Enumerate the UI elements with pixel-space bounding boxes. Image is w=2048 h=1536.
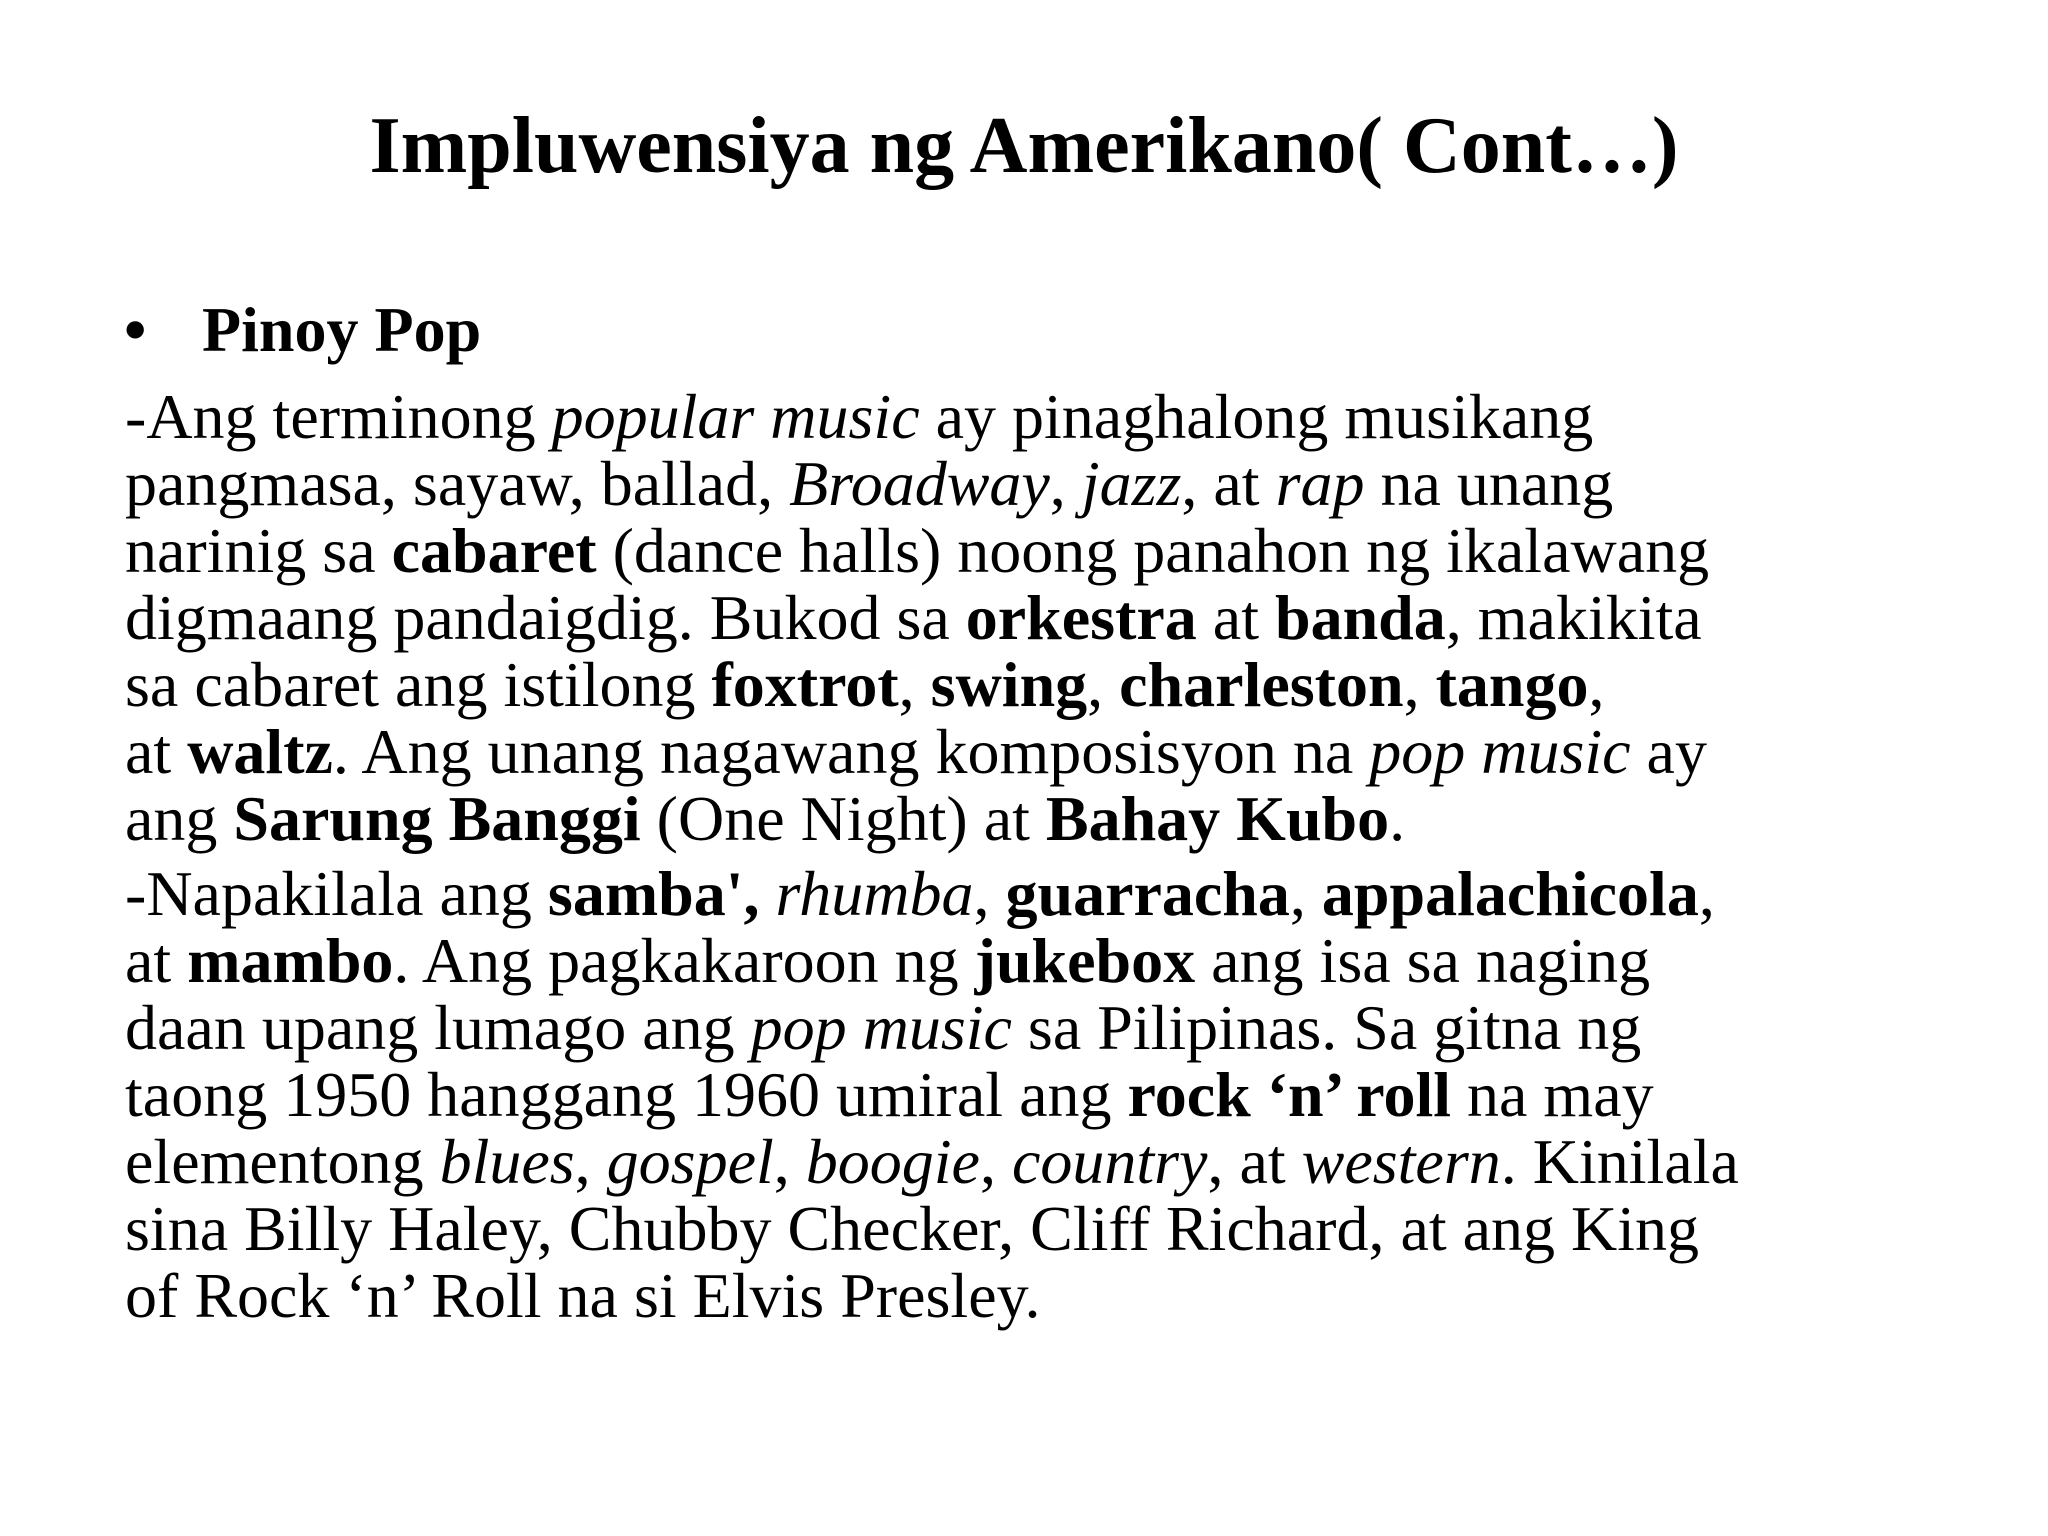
paragraph-line: [125, 515, 2048, 586]
text-run: narinig sa: [125, 515, 392, 586]
text-run: . Ang unang nagawang komposisyon na: [332, 716, 1370, 787]
bold-term: charleston: [1119, 649, 1404, 720]
text-run: at: [125, 925, 188, 996]
text-run: .: [1389, 783, 1406, 854]
text-run: at: [1196, 582, 1275, 653]
paragraph-line: [125, 783, 2048, 854]
text-run: na unang: [1364, 448, 1614, 519]
text-run: pangmasa, sayaw, ballad,: [125, 448, 790, 519]
paragraph-line: [125, 649, 2048, 720]
paragraph-line: [125, 582, 2048, 653]
text-run: taong 1950 hanggang 1960 umiral ang: [125, 1059, 1128, 1130]
paragraph-line: [125, 858, 2048, 929]
italic-term: boogie: [805, 1126, 980, 1197]
text-run: , makikita: [1445, 582, 1702, 653]
paragraph-line: [125, 1260, 2048, 1331]
bullet-heading: Pinoy Pop: [202, 294, 482, 365]
bold-term: waltz: [187, 716, 333, 787]
text-run: ,: [979, 1126, 1012, 1197]
italic-term: pop music: [750, 992, 1012, 1063]
text-run: . Kinilala: [1500, 1126, 1739, 1197]
bullet-icon: •: [124, 294, 147, 365]
paragraph-line: [125, 381, 2048, 452]
italic-term: gospel: [606, 1126, 774, 1197]
text-run: ,: [1588, 649, 1605, 720]
italic-term: rap: [1275, 448, 1365, 519]
slide-title: Impluwensiya ng Amerikano( Cont…): [369, 102, 1679, 190]
bold-term: rock ‘n’ roll: [1127, 1059, 1451, 1130]
text-run: -Ang terminong: [125, 381, 552, 452]
text-run: (One Night) at: [640, 783, 1046, 854]
text-run: , at: [1181, 448, 1276, 519]
bold-term: Bahay Kubo: [1045, 783, 1390, 854]
italic-term: rhumba: [775, 858, 974, 929]
text-run: sa Pilipinas. Sa gitna ng: [1011, 992, 1642, 1063]
text-run: ,: [1403, 649, 1436, 720]
paragraph-napakilala: [125, 860, 2048, 1329]
italic-term: blues: [439, 1126, 575, 1197]
italic-term: pop music: [1369, 716, 1631, 787]
bold-term: guarracha: [1005, 858, 1290, 929]
paragraph-popular-music: [125, 383, 2048, 852]
paragraph-line: [125, 1193, 2048, 1264]
italic-term: country: [1011, 1126, 1208, 1197]
italic-term: Broadway: [789, 448, 1050, 519]
bold-term: swing: [930, 649, 1088, 720]
paragraph-line: [125, 448, 2048, 519]
bold-term: samba',: [547, 858, 776, 929]
text-run: of Rock ‘n’ Roll na si Elvis Presley.: [125, 1260, 1041, 1331]
text-run: ay: [1630, 716, 1707, 787]
italic-term: jazz: [1081, 448, 1182, 519]
text-run: ,: [1289, 858, 1322, 929]
text-run: , at: [1207, 1126, 1302, 1197]
text-run: sina Billy Haley, Chubby Checker, Cliff Richard, at ang King: [125, 1193, 1700, 1264]
text-run: digmaang pandaigdig. Bukod sa: [125, 582, 966, 653]
paragraph-line: [125, 1059, 2048, 1130]
text-run: daan upang lumago ang: [125, 992, 751, 1063]
text-run: ay pinaghalong musikang: [919, 381, 1594, 452]
bold-term: banda: [1274, 582, 1446, 653]
text-run: sa cabaret ang istilong: [125, 649, 712, 720]
paragraph-line: [125, 1126, 2048, 1197]
text-run: na may: [1451, 1059, 1654, 1130]
text-run: ,: [773, 1126, 806, 1197]
text-run: at: [125, 716, 188, 787]
text-run: ,: [1698, 858, 1715, 929]
text-run: ,: [898, 649, 931, 720]
text-run: ,: [973, 858, 1006, 929]
text-run: -Napakilala ang: [125, 858, 548, 929]
text-run: ang isa sa naging: [1195, 925, 1651, 996]
bold-term: orkestra: [965, 582, 1197, 653]
bold-term: Sarung Banggi: [233, 783, 641, 854]
text-run: ang: [125, 783, 234, 854]
text-run: . Ang pagkakaroon ng: [393, 925, 975, 996]
paragraph-line: [125, 716, 2048, 787]
text-run: ,: [1087, 649, 1120, 720]
bold-term: cabaret: [391, 515, 597, 586]
italic-term: western: [1301, 1126, 1501, 1197]
paragraph-line: [125, 925, 2048, 996]
text-run: (dance halls) noong panahon ng ikalawang: [596, 515, 1710, 586]
text-run: ,: [1049, 448, 1082, 519]
bold-term: mambo: [187, 925, 394, 996]
bold-term: appalachicola: [1321, 858, 1699, 929]
text-run: ,: [574, 1126, 607, 1197]
bold-term: foxtrot: [711, 649, 899, 720]
text-run: elementong: [125, 1126, 440, 1197]
paragraph-line: [125, 992, 2048, 1063]
bullet-heading-row: [124, 290, 481, 370]
italic-term: popular music: [551, 381, 920, 452]
bold-term: tango: [1435, 649, 1589, 720]
bold-term: jukebox: [974, 925, 1196, 996]
